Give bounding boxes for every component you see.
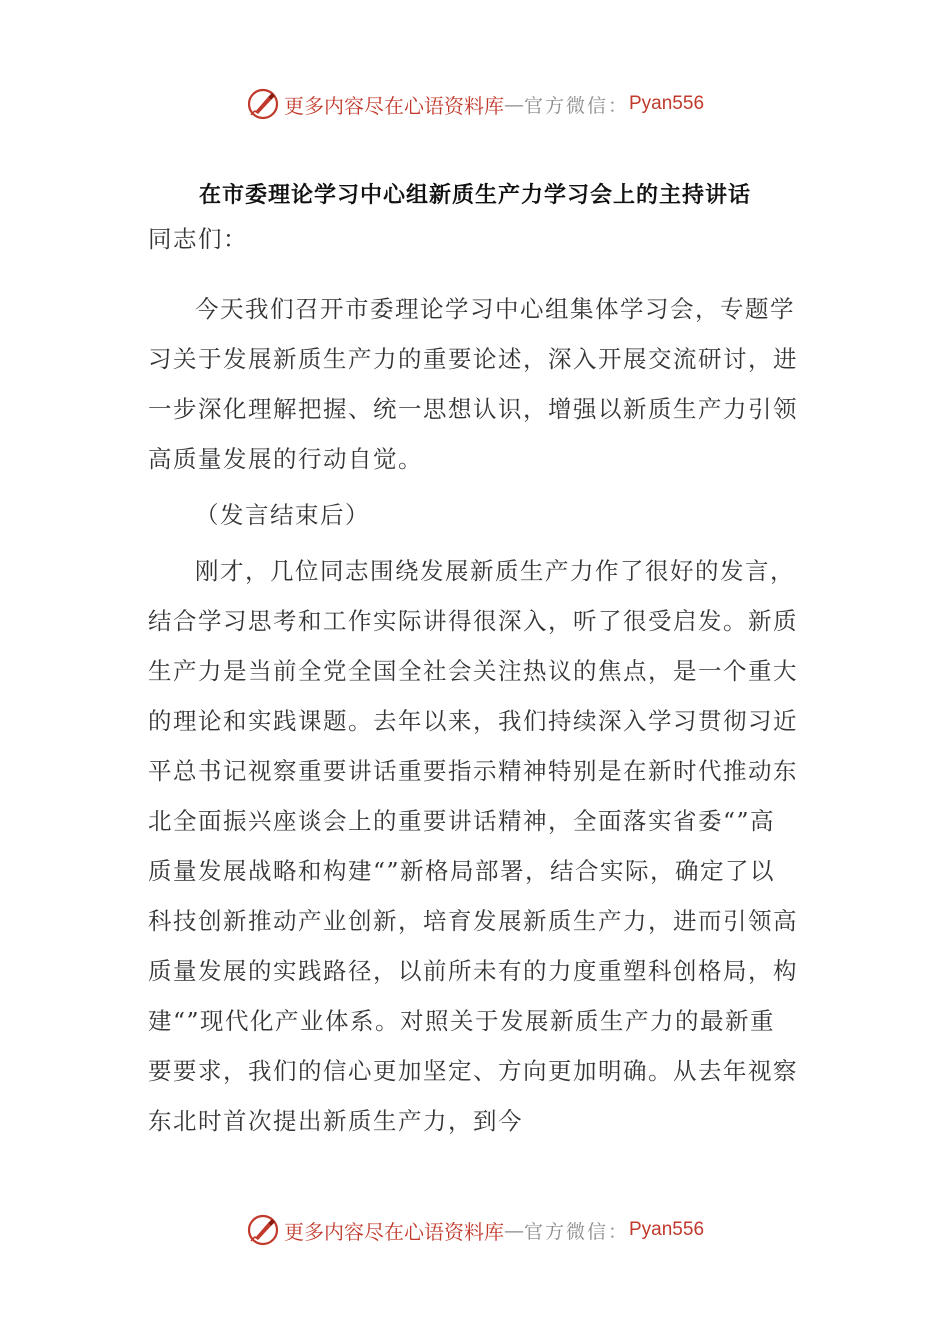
banner-dash: — — [503, 1218, 524, 1242]
paragraph-1: 今天我们召开市委理论学习中心组集体学习会，专题学习关于发展新质生产力的重要论述，深入开展交流研讨，进一步深化理解把握、统一思想认识，增强以新质生产力引领高质量发展的行动自觉。 — [148, 295, 798, 473]
document-title: 在市委理论学习中心组新质生产力学习会上的主持讲话 — [198, 183, 751, 208]
banner-dash: — — [503, 92, 524, 116]
pen-logo-icon — [246, 87, 280, 121]
salutation: 同志们： — [148, 225, 248, 253]
banner-wechat-id: Pyan556 — [629, 93, 705, 114]
paragraph-3: 刚才，几位同志围绕发展新质生产力作了很好的发言，结合学习思考和工作实际讲得很深入，听了很受启发。新质生产力是当前全党全国全社会关注热议的焦点，是一个重大的理论和实践课题。去年以来，我们持续深入学习贯彻习近平总书记视察重要讲话重要指示精神特别是在新时代推动东北全面振兴座谈会上的重要讲话精神，全面落实省委“”高质量发展战略和构建“”新格局部署，结合实际，确定了以科技创新推动产业创新，培育发展新质生产力，进而引领高质量发展的实践路径，以前所未有的力度重塑科创格局，构建“”现代化产业体系。对照关于发展新质生产力的最新重要要求，我们的信心更加坚定、方向更加明确。从去年视察东北时首次提出新质生产力，到今 — [148, 557, 798, 1135]
footer-banner — [0, 1210, 950, 1250]
pen-logo-icon — [246, 1213, 280, 1247]
banner-wechat-label: 官方微信： — [523, 94, 629, 117]
header-banner — [0, 84, 950, 124]
banner-brand-text: 更多内容尽在心语资料库 — [283, 93, 504, 118]
banner-wechat-label: 官方微信： — [523, 1220, 629, 1243]
paragraph-2: （发言结束后） — [195, 501, 370, 529]
document-body — [148, 214, 798, 1146]
banner-brand-text: 更多内容尽在心语资料库 — [283, 1219, 504, 1244]
banner-wechat-id: Pyan556 — [629, 1219, 705, 1240]
